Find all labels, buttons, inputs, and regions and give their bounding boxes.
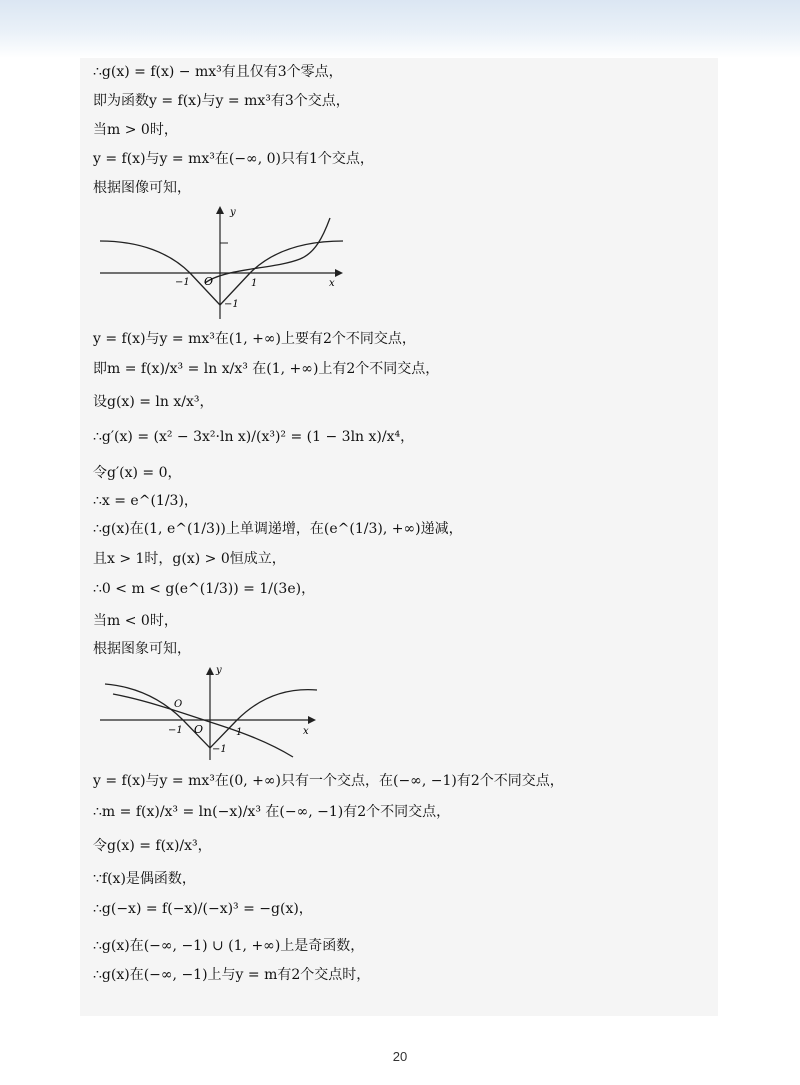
text-line: 令g′(x) = 0， (93, 465, 182, 481)
text-line: ∴g(−x) = f(−x)/(−x)³ = −g(x)， (93, 901, 313, 917)
text-line: ∴g(x) = f(x) − mx³有且仅有3个零点， (93, 64, 343, 80)
text-line: 当m < 0时， (93, 613, 178, 629)
top-banner (0, 0, 800, 58)
text-line: 即为函数y = f(x)与y = mx³有3个交点， (93, 93, 350, 109)
text-line: 令g(x) = f(x)/x³， (93, 838, 212, 854)
text-line: 根据图象可知， (93, 641, 191, 657)
text-line: ∴g′(x) = (x² − 3x²·ln x)/(x³)² = (1 − 3ln x)/x⁴， (93, 429, 415, 445)
text-line: ∵f(x)是偶函数， (93, 871, 196, 887)
text-line: ∴g(x)在(−∞, −1) ∪ (1, +∞)上是奇函数， (93, 938, 365, 954)
graph2-label-neg1: −1 (168, 725, 183, 736)
graph1-label-y-neg1: −1 (224, 299, 239, 310)
graph2-origin: O (194, 723, 204, 736)
graph2-axis-x: x (303, 726, 309, 737)
text-line: ∴g(x)在(−∞, −1)上与y = m有2个交点时， (93, 967, 371, 983)
text-line: 设g(x) = ln x/x³， (93, 394, 214, 410)
function-graph-1 (95, 203, 355, 321)
text-line: 即m = f(x)/x³ = ln x/x³ 在(1, +∞)上有2个不同交点， (93, 361, 440, 377)
graph1-label-1: 1 (251, 278, 258, 289)
graph2-axis-y: y (216, 665, 222, 676)
text-line: ∴0 < m < g(e^(1/3)) = 1/(3e)， (93, 581, 316, 597)
graph1-label-neg1: −1 (175, 277, 190, 288)
text-line: 当m > 0时， (93, 122, 178, 138)
page-number: 20 (392, 1049, 408, 1064)
graph1-origin: O (204, 275, 214, 288)
graph2-origin-top: O (174, 699, 183, 710)
graph1-axis-x: x (329, 278, 335, 289)
text-line: ∴m = f(x)/x³ = ln(−x)/x³ 在(−∞, −1)有2个不同交点， (93, 804, 451, 820)
graph2-label-1: 1 (236, 727, 243, 738)
text-line: y = f(x)与y = mx³在(1, +∞)上要有2个不同交点， (93, 331, 416, 347)
text-line: ∴g(x)在(1, e^(1/3))上单调递增，在(e^(1/3), +∞)递减， (93, 521, 463, 537)
text-line: y = f(x)与y = mx³在(−∞, 0)只有1个交点， (93, 151, 374, 167)
text-line: 且x > 1时，g(x) > 0恒成立， (93, 551, 286, 567)
function-graph-2 (95, 662, 325, 762)
graph2-label-y-neg1: −1 (212, 744, 227, 755)
text-line: y = f(x)与y = mx³在(0, +∞)只有一个交点，在(−∞, −1)有2个不同交点， (93, 773, 564, 789)
text-line: 根据图像可知， (93, 180, 191, 196)
text-line: ∴x = e^(1/3)， (93, 493, 198, 509)
graph1-axis-y: y (230, 207, 236, 218)
